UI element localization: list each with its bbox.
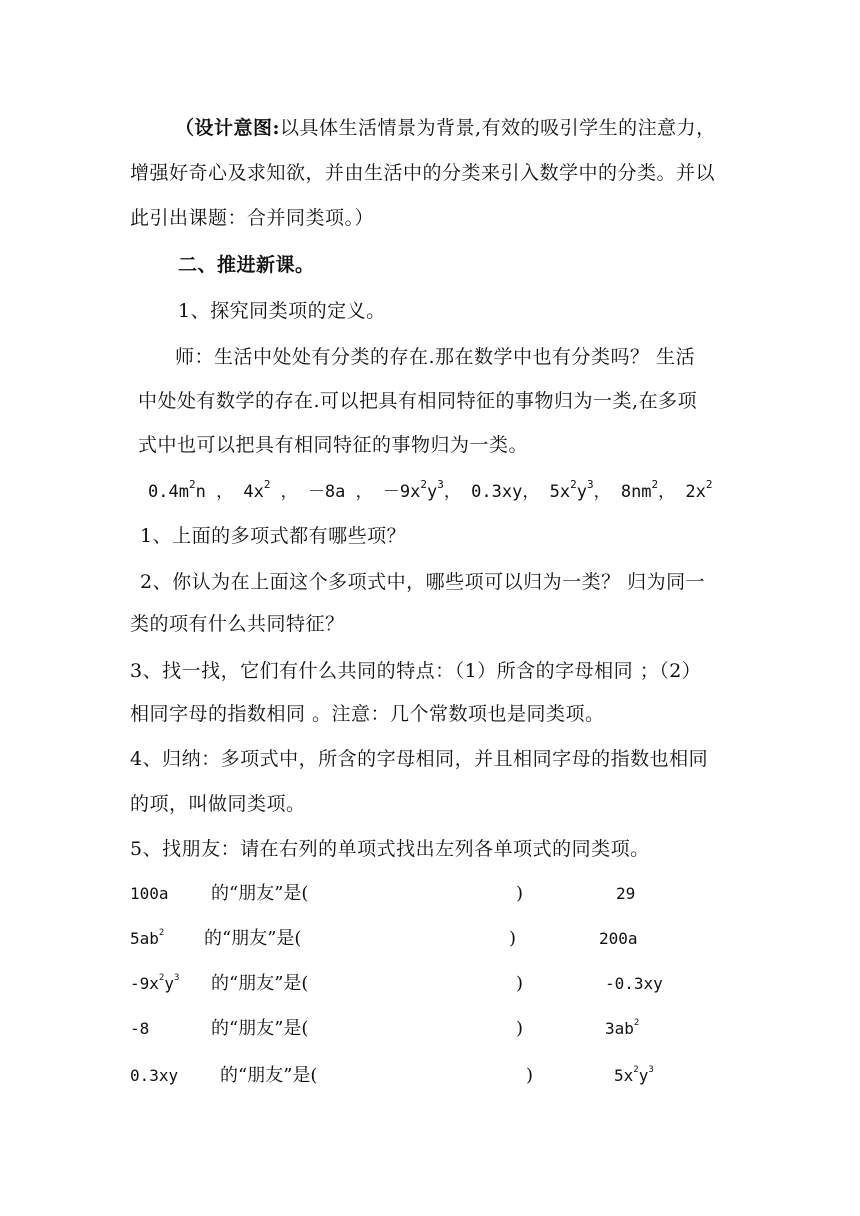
question-1: 1、上面的多项式都有哪些项？ <box>140 525 407 547</box>
term-4: $-9x^2y^3$， <box>382 478 461 502</box>
matching-right-3: -0.3xy <box>605 974 663 993</box>
matching-close-4: ) <box>516 1018 524 1039</box>
question-4-line-2: 的项，叫做同类项。 <box>130 793 306 815</box>
term-2: $4x^2$ ， <box>243 478 298 502</box>
sub-heading: 1、探究同类项的定义。 <box>178 300 386 322</box>
matching-close-2: ) <box>509 928 517 949</box>
matching-close-3: ) <box>516 973 524 994</box>
matching-right-5: $5x^2y^3$ <box>614 1065 654 1085</box>
intent-label: 设计意图: <box>194 117 281 139</box>
matching-phrase-1: 的“朋友”是( <box>211 883 309 904</box>
question-5: 5、找朋友：请在右列的单项式找出左列各单项式的同类项。 <box>130 838 650 860</box>
intent-line-3: 此引出课题：合并同类项。） <box>130 207 375 229</box>
intent-open-paren: （ <box>175 117 195 139</box>
matching-close-1: ) <box>516 883 524 904</box>
matching-left-4: -8 <box>130 1019 150 1038</box>
matching-right-4: $3ab^2$ <box>605 1018 640 1038</box>
matching-phrase-2: 的“朋友”是( <box>204 928 302 949</box>
teacher-line-1: 师：生活中处处有分类的存在.那在数学中也有分类吗？ 生活 <box>175 346 696 368</box>
matching-close-5: ) <box>526 1065 534 1086</box>
question-2-line-1: 2、你认为在上面这个多项式中，哪些项可以归为一类？ 归为同一 <box>140 571 706 593</box>
matching-phrase-5: 的“朋友”是( <box>220 1065 318 1086</box>
question-3-line-2: 相同字母的指数相同 。注意：几个常数项也是同类项。 <box>130 703 605 725</box>
matching-left-3: $-9x^2y^3$ <box>130 973 180 993</box>
matching-left-5: 0.3xy <box>130 1066 179 1085</box>
teacher-line-3: 式中也可以把具有相同特征的事物归为一类。 <box>138 434 529 456</box>
section-heading: 二、推进新课。 <box>178 254 315 276</box>
term-3: －8a ， <box>307 482 373 502</box>
polynomial-terms <box>148 480 713 504</box>
teacher-line-2: 中处处有数学的存在.可以把具有相同特征的事物归为一类,在多项 <box>138 390 698 412</box>
term-7: $8nm^2$， <box>620 478 676 502</box>
intent-line-1-text: 以具体生活情景为背景,有效的吸引学生的注意力， <box>280 117 716 139</box>
intent-line-1 <box>175 116 716 140</box>
matching-right-2: 200a <box>599 929 638 948</box>
matching-right-1: 29 <box>616 884 636 903</box>
question-3-line-1: 3、找一找，它们有什么共同的特点：（1）所含的字母相同 ；（2） <box>130 660 702 682</box>
matching-left-1: 100a <box>130 884 169 903</box>
matching-phrase-3: 的“朋友”是( <box>211 973 309 994</box>
intent-line-2: 增强好奇心及求知欲，并由生活中的分类来引入数学中的分类。并以 <box>130 162 716 184</box>
term-1: $0.4m^2n$ ， <box>148 478 234 502</box>
matching-left-2: $5ab^2$ <box>130 928 165 948</box>
matching-phrase-4: 的“朋友”是( <box>211 1018 309 1039</box>
term-8: $2x^2$ <box>685 478 713 502</box>
question-4-line-1: 4、归纳：多项式中，所含的字母相同，并且相同字母的指数也相同 <box>130 748 709 770</box>
term-6: $5x^2y^3$， <box>549 478 611 502</box>
term-5: 0.3xy， <box>471 482 540 502</box>
question-2-line-2: 类的项有什么共同特征？ <box>130 613 345 635</box>
